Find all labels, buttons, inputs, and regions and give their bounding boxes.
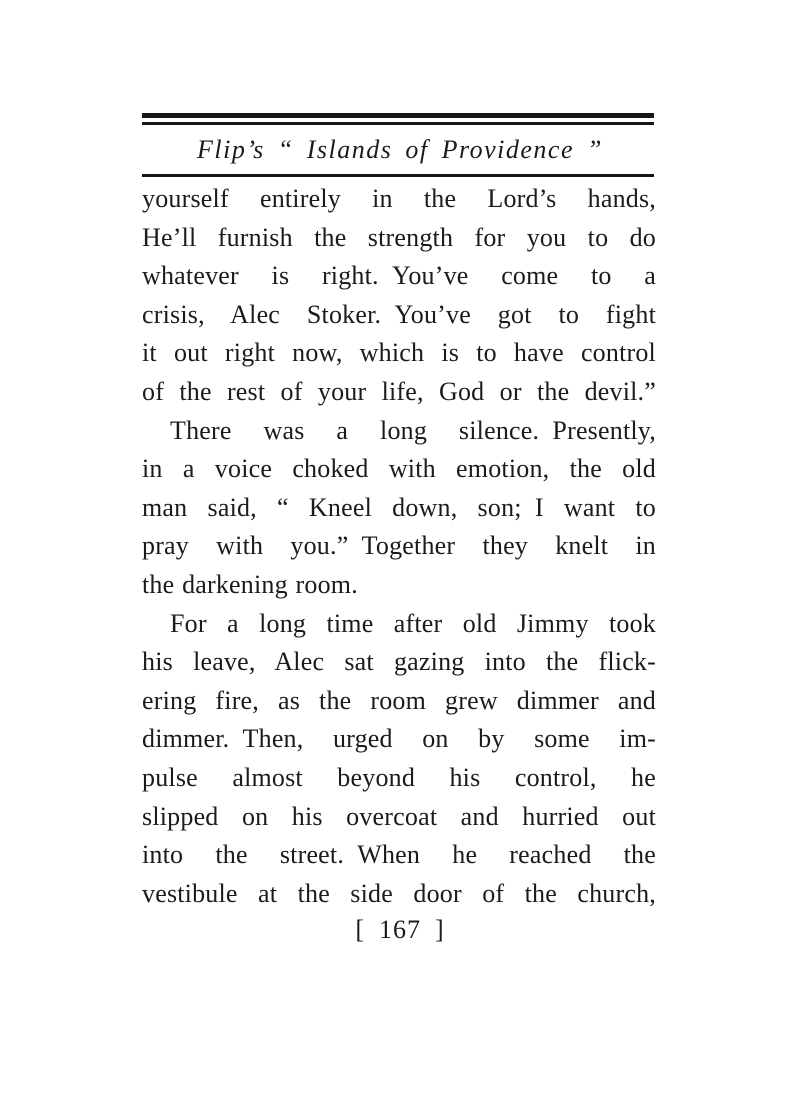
text-line: pulse almost beyond his control, he (142, 762, 656, 792)
text-line: into the street. When he reached the (142, 840, 656, 870)
body-text (142, 180, 656, 913)
paragraph (142, 180, 656, 412)
text-line: whatever is right. You’ve come to a (142, 261, 656, 291)
text-line: He’ll furnish the strength for you to do (142, 222, 656, 252)
text-line: dimmer. Then, urged on by some im- (142, 724, 656, 754)
text-line: ering fire, as the room grew dimmer and (142, 685, 656, 715)
text-line: vestibule at the side door of the church, (142, 878, 656, 908)
paragraph (142, 412, 656, 605)
paragraph (142, 605, 656, 914)
header-double-rule-thin (142, 122, 654, 125)
text-line: of the rest of your life, God or the devil.” (142, 376, 656, 406)
text-line: There was a long silence. Presently, (170, 415, 656, 445)
text-line: For a long time after old Jimmy took (170, 608, 656, 638)
running-head-title: Flip’s “ Islands of Providence ” (197, 135, 603, 164)
text-line: yourself entirely in the Lord’s hands, (142, 184, 656, 213)
header-double-rule-thick (142, 113, 654, 118)
text-line: man said, “ Kneel down, son; I want to (142, 492, 656, 522)
text-line: slipped on his overcoat and hurried out (142, 801, 656, 831)
page-number: [ 167 ] (355, 915, 445, 944)
text-line: his leave, Alec sat gazing into the flick- (142, 647, 656, 677)
text-line: in a voice choked with emotion, the old (142, 454, 656, 484)
title-underline-rule (142, 174, 654, 177)
text-line: crisis, Alec Stoker. You’ve got to fight (142, 299, 656, 329)
text-line: pray with you.” Together they knelt in (142, 531, 656, 561)
text-line: the darkening room. (142, 569, 358, 599)
text-line: it out right now, which is to have control (142, 338, 656, 368)
